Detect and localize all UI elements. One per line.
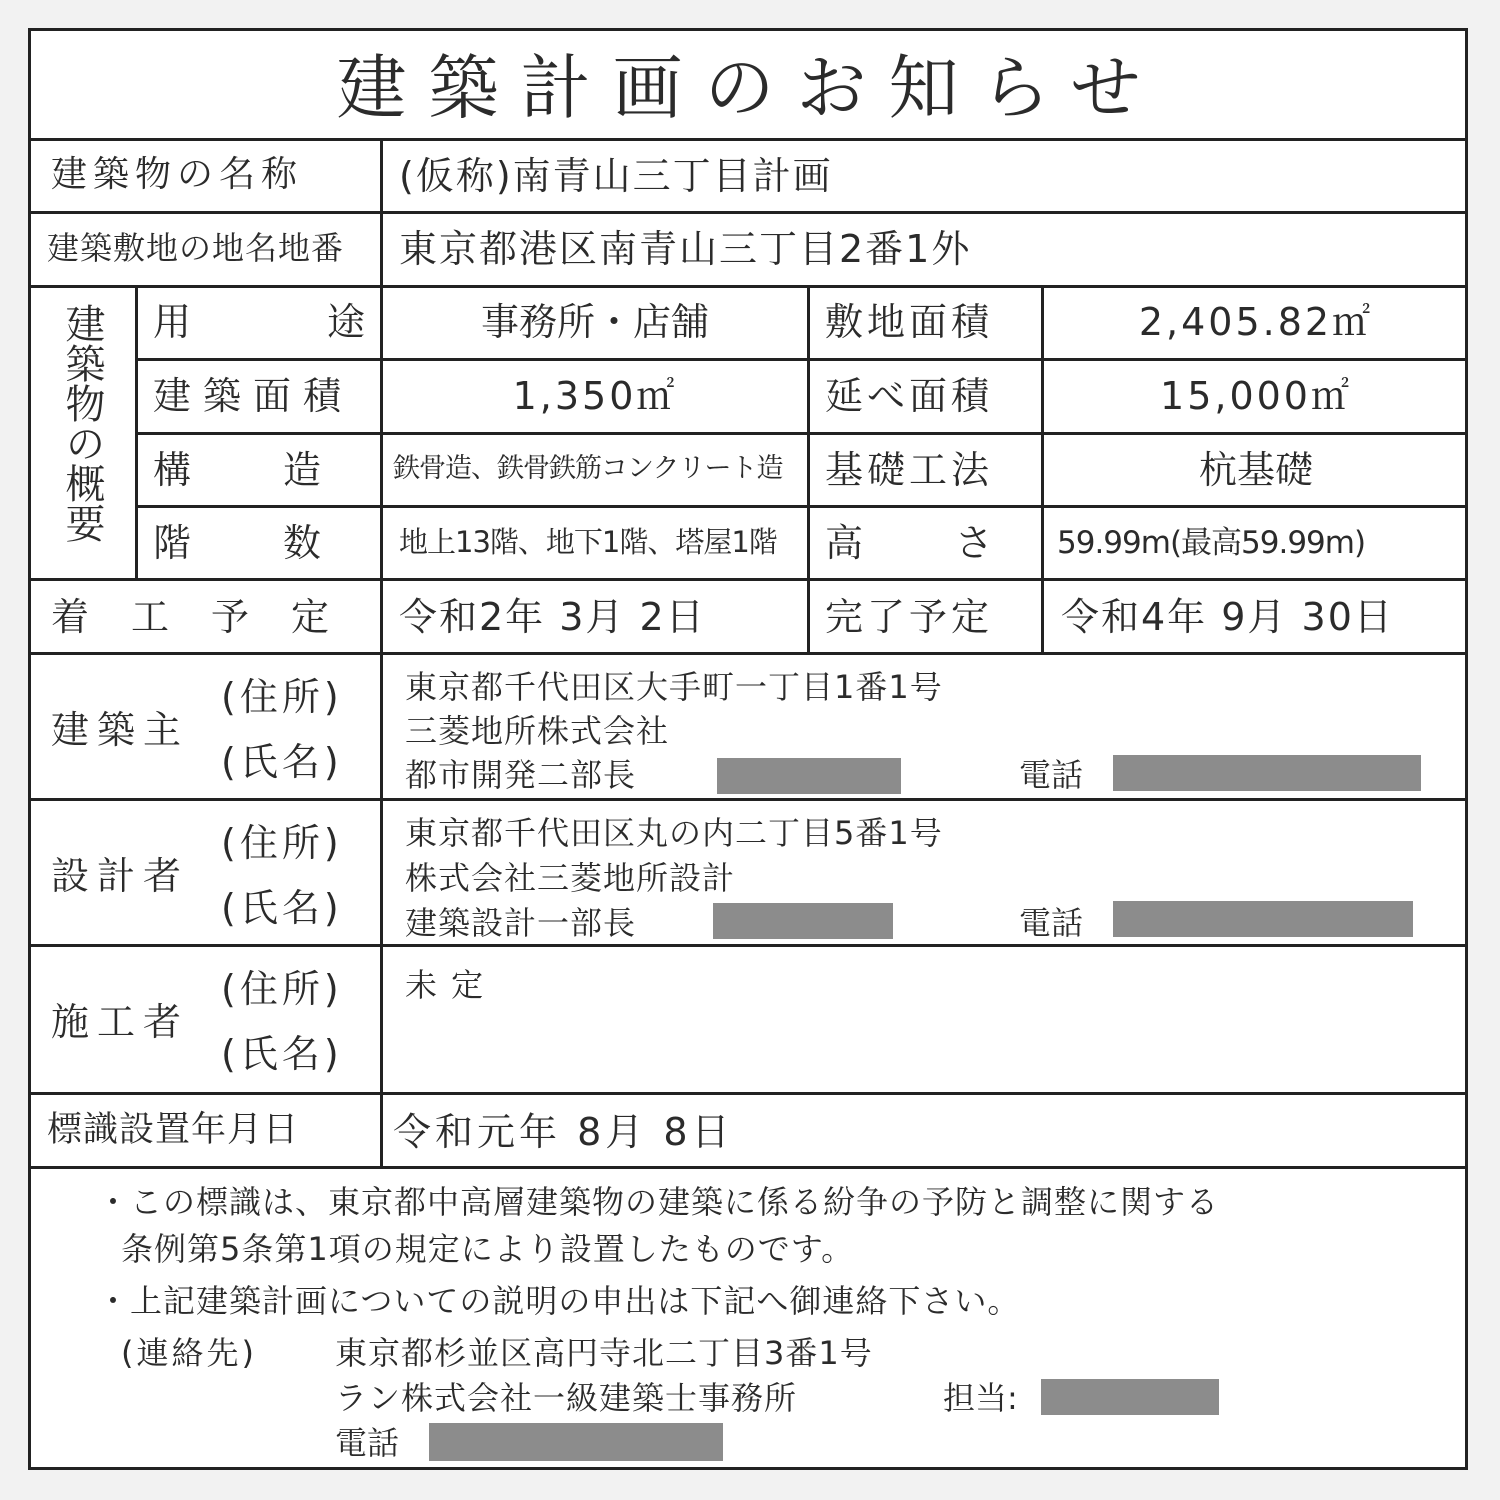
redacted-phone	[429, 1423, 723, 1461]
foundation-value: 杭基礎	[1198, 448, 1313, 492]
name-label: 建築物の名称	[51, 154, 304, 195]
owner-address-label: (住所)	[221, 675, 343, 719]
use-value: 事務所・店舗	[480, 300, 709, 344]
height-value: 59.99m(最高59.99m)	[1057, 525, 1366, 561]
posted-label: 標識設置年月日	[47, 1110, 300, 1150]
site-area-value: 2,405.82㎡	[1138, 300, 1374, 344]
constructor-value: 未 定	[405, 966, 486, 1004]
finish-label: 完了予定	[825, 595, 994, 639]
contact-phone-label: 電話	[335, 1424, 400, 1462]
floors-label: 階数	[153, 521, 414, 565]
row-divider	[31, 1092, 1468, 1095]
redacted-person	[1041, 1379, 1219, 1415]
contact-label: (連絡先)	[121, 1334, 257, 1372]
floor-area-label: 延べ面積	[825, 374, 994, 418]
redacted-name	[717, 758, 901, 794]
building-area-label: 建築面積	[153, 374, 354, 418]
page-title: 建築計画のお知らせ	[336, 47, 1163, 129]
start-label: 着工予定	[51, 595, 372, 639]
posted-value: 令和元年 8月 8日	[393, 1110, 734, 1154]
designer-company: 株式会社三菱地所設計	[405, 859, 736, 897]
designer-title: 建築設計一部長	[405, 904, 637, 942]
redacted-phone	[1113, 755, 1421, 791]
designer-label: 設計者	[51, 854, 190, 898]
note-1: ・この標識は、東京都中高層建築物の建築に係る紛争の予防と調整に関する	[97, 1183, 1220, 1221]
start-value: 令和2年 3月 2日	[399, 595, 706, 639]
building-area-value: 1,350㎡	[512, 374, 678, 418]
note-2: ・上記建築計画についての説明の申出は下記へ御連絡下さい。	[97, 1282, 1021, 1320]
col-divider	[135, 285, 138, 578]
owner-label: 建築主	[51, 708, 190, 752]
finish-value: 令和4年 9月 30日	[1061, 595, 1394, 639]
row-divider	[31, 578, 1468, 581]
constructor-address-label: (住所)	[221, 967, 343, 1011]
designer-address: 東京都千代田区丸の内二丁目5番1号	[405, 814, 943, 852]
height-label: 高さ	[825, 521, 1086, 565]
designer-phone-label: 電話	[1019, 904, 1084, 942]
row-divider	[31, 798, 1468, 801]
site-value: 東京都港区南青山三丁目2番1外	[399, 227, 972, 271]
owner-name-label: (氏名)	[221, 740, 343, 784]
constructor-name-label: (氏名)	[221, 1032, 343, 1076]
redacted-phone	[1113, 901, 1413, 937]
designer-address-label: (住所)	[221, 821, 343, 865]
overview-label: 建築物の概要	[59, 303, 105, 543]
foundation-label: 基礎工法	[825, 448, 994, 492]
note-1-cont: 条例第5条第1項の規定により設置したものです。	[121, 1230, 855, 1268]
contact-address: 東京都杉並区高円寺北二丁目3番1号	[335, 1334, 873, 1372]
site-area-label: 敷地面積	[825, 300, 994, 344]
structure-label: 構造	[153, 448, 414, 492]
owner-company: 三菱地所株式会社	[405, 712, 670, 750]
row-divider	[135, 432, 1468, 435]
row-divider	[31, 285, 1468, 288]
site-label: 建築敷地の地名地番	[47, 229, 345, 267]
row-divider	[31, 944, 1468, 947]
row-divider	[31, 1166, 1468, 1169]
notice-board	[28, 28, 1468, 1470]
col-divider	[807, 285, 810, 652]
contact-person-label: 担当:	[943, 1379, 1018, 1417]
floors-value: 地上13階、地下1階、塔屋1階	[399, 525, 777, 559]
name-value: (仮称)南青山三丁目計画	[399, 154, 833, 198]
owner-address: 東京都千代田区大手町一丁目1番1号	[405, 668, 943, 706]
row-divider	[31, 138, 1468, 141]
floor-area-value: 15,000㎡	[1160, 374, 1352, 418]
contact-org: ラン株式会社一級建築士事務所	[335, 1379, 798, 1417]
designer-name-label: (氏名)	[221, 886, 343, 930]
owner-phone-label: 電話	[1019, 756, 1084, 794]
redacted-name	[713, 903, 893, 939]
constructor-label: 施工者	[51, 1000, 190, 1044]
row-divider	[135, 358, 1468, 361]
row-divider	[135, 505, 1468, 508]
use-label: 用 途	[153, 300, 365, 344]
owner-title: 都市開発二部長	[405, 756, 637, 794]
col-divider	[380, 138, 383, 1166]
structure-value: 鉄骨造、鉄骨鉄筋コンクリート造	[393, 453, 783, 484]
row-divider	[31, 211, 1468, 214]
row-divider	[31, 652, 1468, 655]
